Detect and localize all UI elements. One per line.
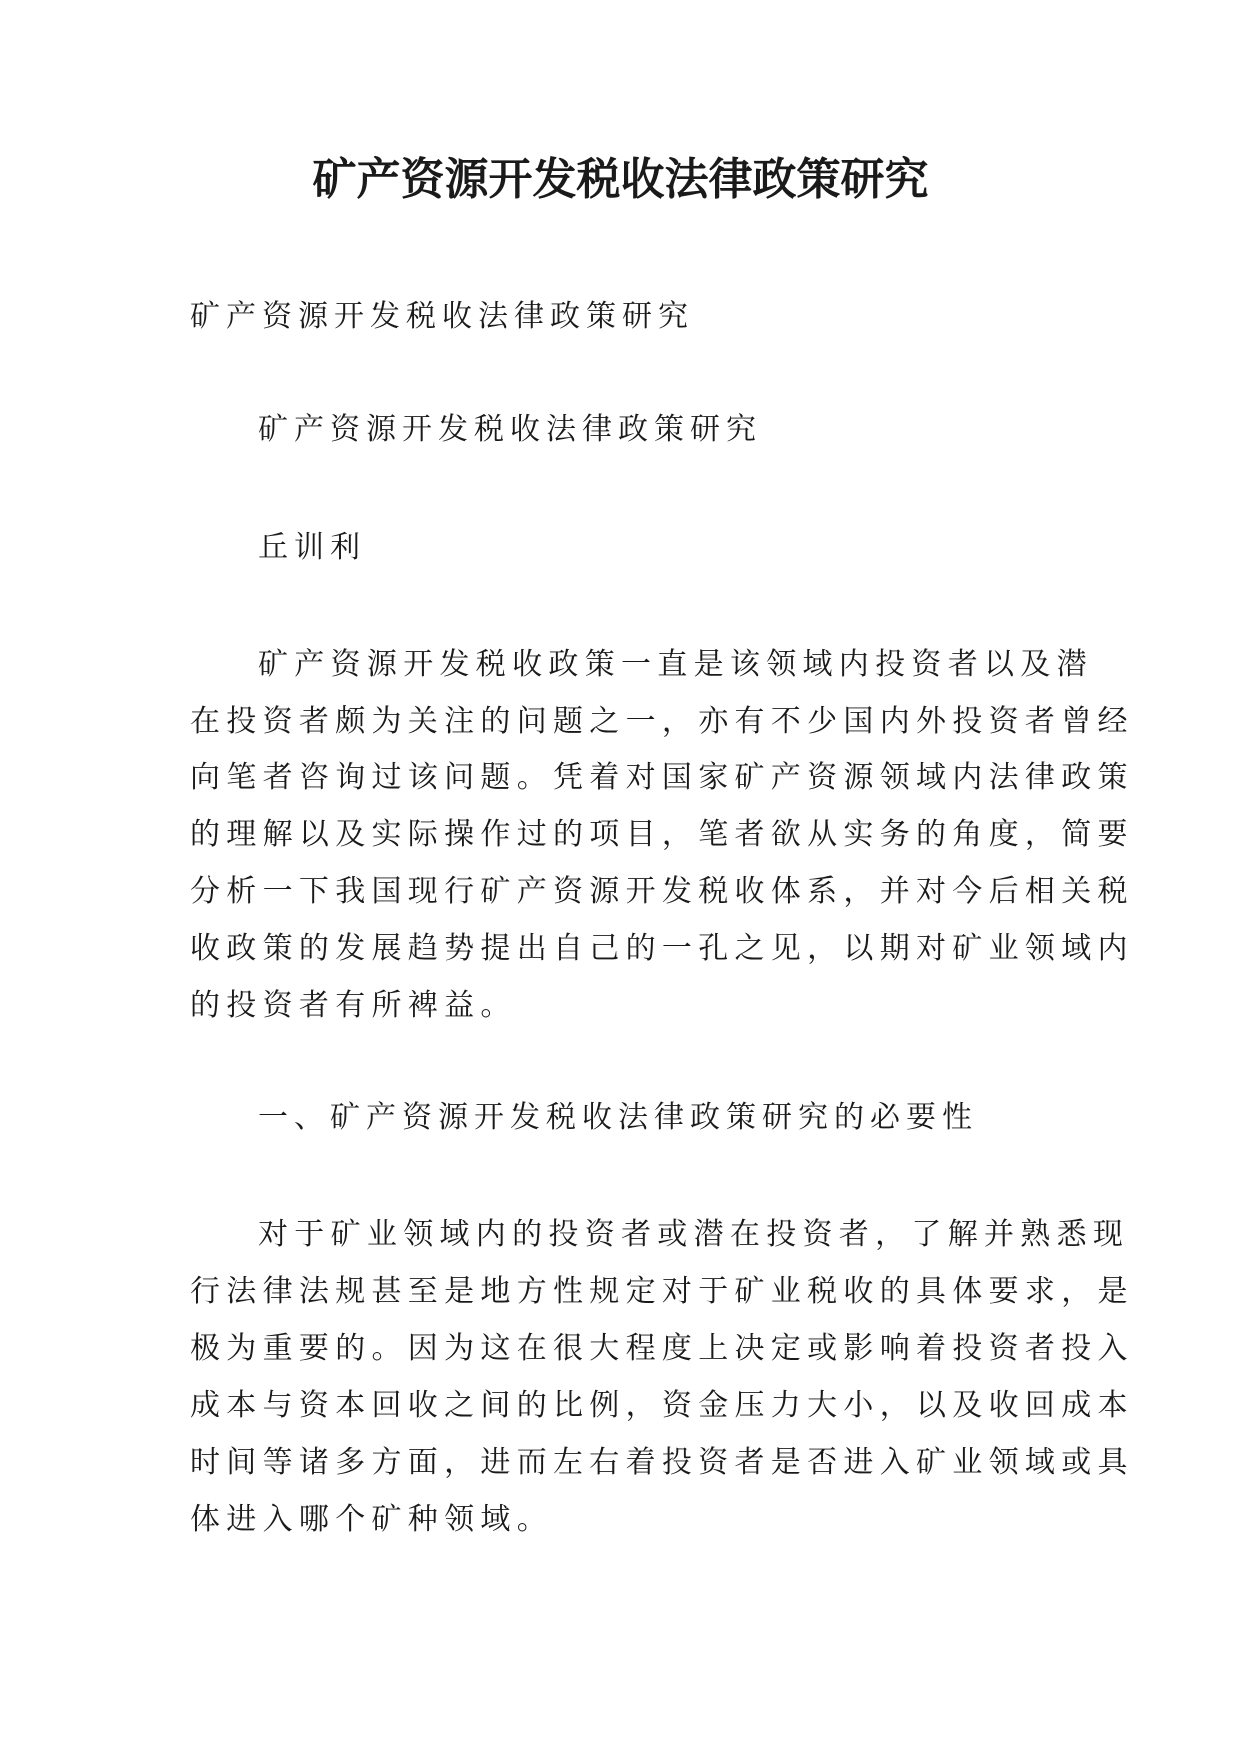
paragraph-line: 时间等诸多方面，进而左右着投资者是否进入矿业领域或具 xyxy=(190,1445,1134,1480)
paragraph-line: 向笔者咨询过该问题。凭着对国家矿产资源领域内法律政策 xyxy=(190,760,1134,795)
paragraph-line: 行法律法规甚至是地方性规定对于矿业税收的具体要求，是 xyxy=(190,1274,1134,1309)
paragraph-line: 的投资者有所裨益。 xyxy=(190,988,517,1023)
subtitle-line: 矿产资源开发税收法律政策研究 xyxy=(190,299,694,334)
paragraph-line: 矿产资源开发税收政策一直是该领域内投资者以及潜 xyxy=(258,647,1093,682)
subtitle-line: 矿产资源开发税收法律政策研究 xyxy=(258,412,762,447)
paragraph-line: 成本与资本回收之间的比例，资金压力大小，以及收回成本 xyxy=(190,1388,1134,1423)
paragraph-line: 在投资者颇为关注的问题之一，亦有不少国内外投资者曾经 xyxy=(190,704,1134,739)
author-name: 丘训利 xyxy=(258,530,366,565)
paragraph-line: 体进入哪个矿种领域。 xyxy=(190,1502,553,1537)
paragraph-line: 收政策的发展趋势提出自己的一孔之见，以期对矿业领域内 xyxy=(190,931,1134,966)
paragraph-line: 极为重要的。因为这在很大程度上决定或影响着投资者投入 xyxy=(190,1331,1134,1366)
document-title: 矿产资源开发税收法律政策研究 xyxy=(312,154,929,205)
paragraph-line: 的理解以及实际操作过的项目，笔者欲从实务的角度，简要 xyxy=(190,817,1134,852)
paragraph-line: 分析一下我国现行矿产资源开发税收体系，并对今后相关税 xyxy=(190,874,1134,909)
section-heading: 一、矿产资源开发税收法律政策研究的必要性 xyxy=(258,1100,978,1135)
paragraph-line: 对于矿业领域内的投资者或潜在投资者，了解并熟悉现 xyxy=(258,1217,1130,1252)
